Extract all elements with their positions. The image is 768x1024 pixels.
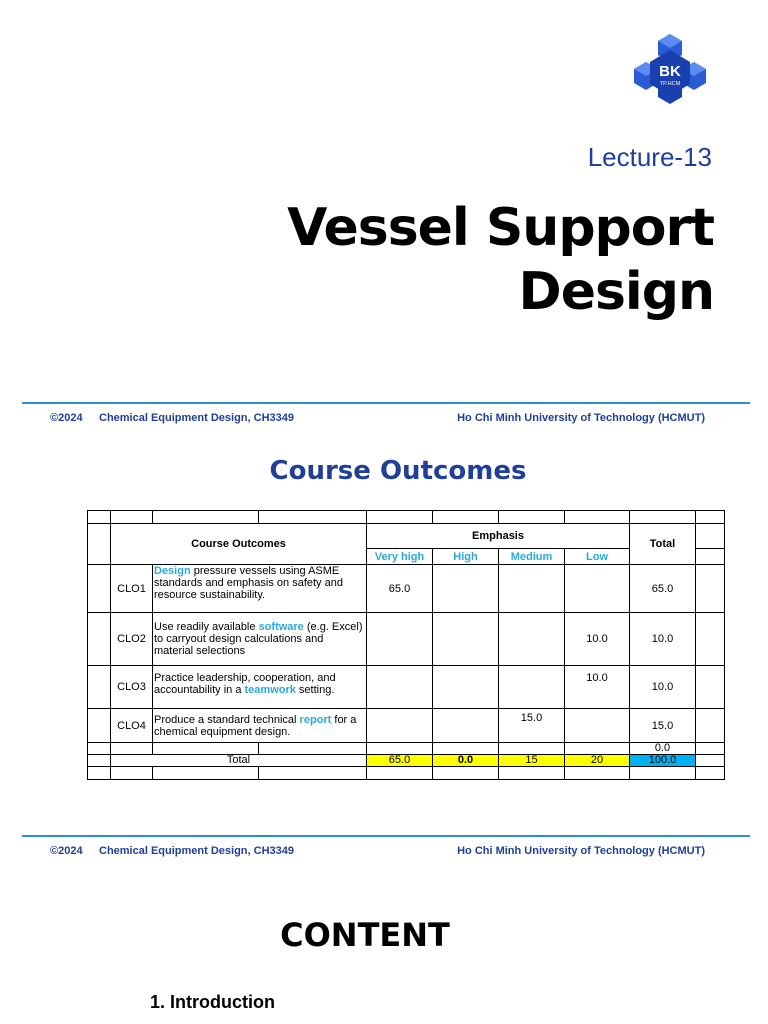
slide-title: [287, 196, 714, 324]
clo-description: Practice leadership, cooperation, and accountability in a teamwork setting.: [153, 666, 367, 709]
value-very-high: [367, 709, 433, 743]
footer-university: Ho Chi Minh University of Technology (HCMUT): [457, 845, 705, 857]
bk-logo: [632, 32, 708, 108]
value-total: 10.0: [630, 666, 696, 709]
value-low: 10.0: [565, 613, 630, 666]
header-high: High: [433, 549, 499, 565]
value-high: [433, 565, 499, 613]
header-medium: Medium: [499, 549, 565, 565]
value-medium: [499, 565, 565, 613]
course-outcomes-table: [87, 510, 725, 780]
clo-keyword: software: [258, 621, 304, 633]
clo-description: Use readily available software (e.g. Excel) to carryout design calculations and material selections: [153, 613, 367, 666]
header-very-high: Very high: [367, 549, 433, 565]
clo-id: CLO2: [111, 613, 153, 666]
total-label: Total: [111, 755, 367, 767]
value-total: 10.0: [630, 613, 696, 666]
header-total: Total: [630, 524, 696, 565]
header-low: Low: [565, 549, 630, 565]
logo-city-text: TP.HCM: [659, 81, 681, 87]
footer-divider: [22, 835, 750, 837]
title-slide: [0, 0, 768, 430]
clo-id: CLO4: [111, 709, 153, 743]
footer-divider: [22, 402, 750, 404]
clo-keyword: teamwork: [244, 684, 296, 696]
logo-bk-text: BK: [659, 63, 681, 80]
table-row: [88, 666, 725, 709]
total-high: 0.0: [433, 755, 499, 767]
value-very-high: [367, 613, 433, 666]
value-medium: [499, 666, 565, 709]
total-very-high: 65.0: [367, 755, 433, 767]
table-row: [88, 565, 725, 613]
content-item-introduction: 1. Introduction: [150, 992, 275, 1012]
header-emphasis: Emphasis: [367, 524, 630, 549]
value-medium: 15.0: [499, 709, 565, 743]
value-low: [565, 709, 630, 743]
clo-keyword: report: [299, 713, 332, 726]
footer-copyright: ©2024: [50, 412, 83, 424]
value-total: 65.0: [630, 565, 696, 613]
value-total: 15.0: [630, 709, 696, 743]
footer-copyright: ©2024: [50, 845, 83, 857]
slide-title: CONTENT: [280, 916, 450, 954]
footer-university: Ho Chi Minh University of Technology (HCMUT): [457, 412, 705, 424]
total-total: 100.0: [630, 755, 696, 767]
total-medium: 15: [499, 755, 565, 767]
content-slide: [0, 864, 768, 1024]
value-low: 10.0: [565, 666, 630, 709]
value-high: [433, 709, 499, 743]
title-line-1: Vessel Support: [287, 198, 714, 258]
footer-course: Chemical Equipment Design, CH3349: [99, 845, 294, 857]
table-row: [88, 709, 725, 743]
value-very-high: 65.0: [367, 565, 433, 613]
lecture-number: Lecture-13: [587, 142, 712, 172]
blank-total: 0.0: [630, 743, 696, 755]
clo-id: CLO1: [111, 565, 153, 613]
slide-title: Course Outcomes: [269, 456, 527, 486]
footer-course: Chemical Equipment Design, CH3349: [99, 412, 294, 424]
course-outcomes-slide: [0, 432, 768, 862]
table-row: [88, 613, 725, 666]
header-course-outcomes: Course Outcomes: [111, 524, 367, 565]
total-low: 20: [565, 755, 630, 767]
total-row: [88, 755, 725, 767]
value-medium: [499, 613, 565, 666]
value-high: [433, 613, 499, 666]
clo-keyword: Design: [154, 565, 191, 577]
clo-id: CLO3: [111, 666, 153, 709]
title-line-2: Design: [518, 262, 714, 322]
table-row: [88, 743, 725, 755]
value-high: [433, 666, 499, 709]
clo-description: Produce a standard technical report for a chemical equipment design.: [153, 709, 367, 743]
value-low: [565, 565, 630, 613]
clo-description: Design pressure vessels using ASME standards and emphasis on safety and resource sustainability.: [153, 565, 367, 613]
value-very-high: [367, 666, 433, 709]
